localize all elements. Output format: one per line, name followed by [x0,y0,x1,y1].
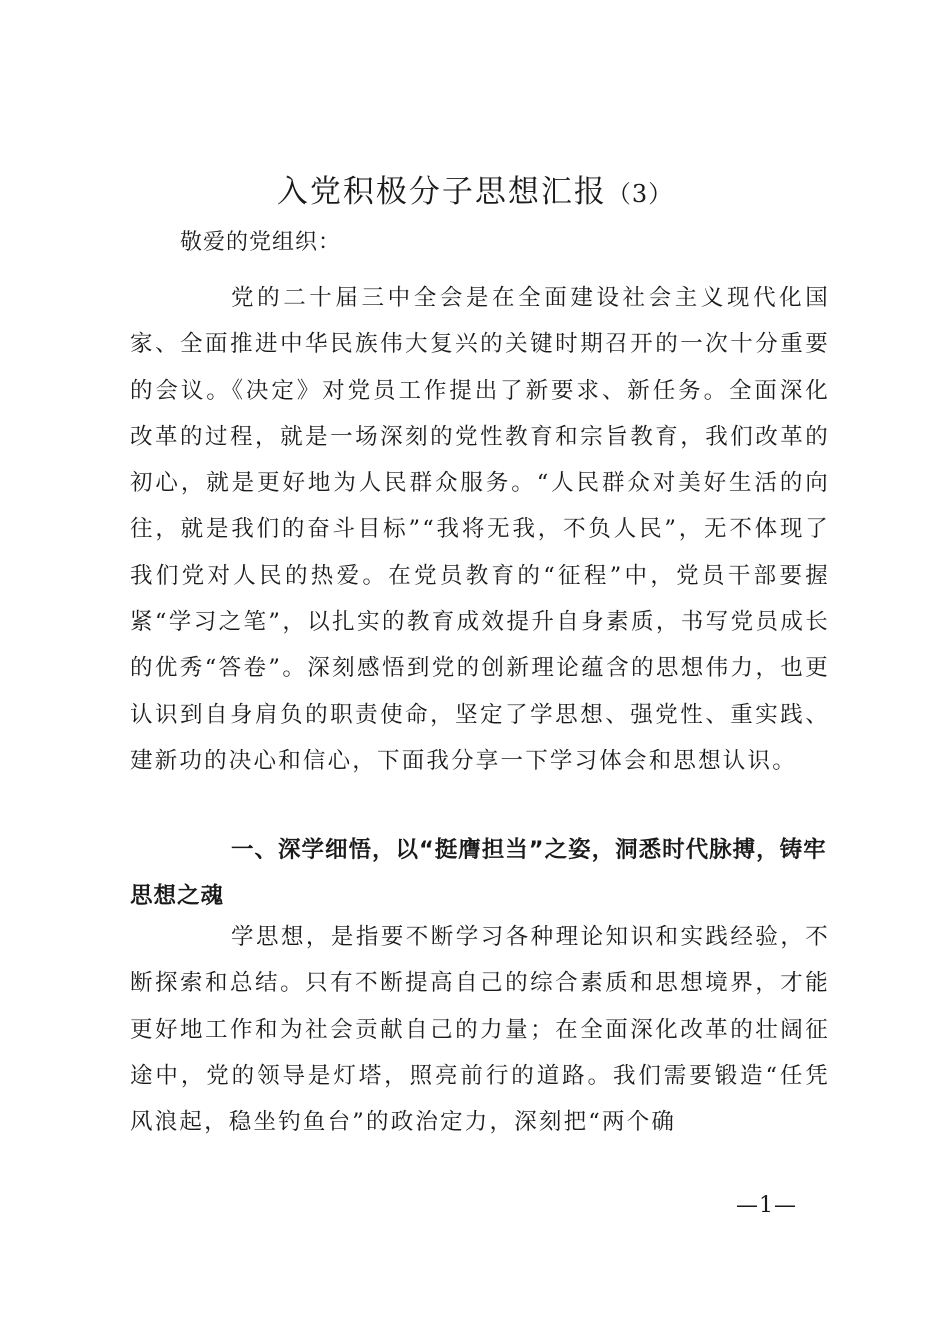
section-heading-1: 一、深学细悟，以“挺膺担当”之姿，洞悉时代脉搏，铸牢思想之魂 [130,837,827,909]
title-text: 入党积极分子思想汇报 [276,174,607,210]
salutation: 敬爱的党组织： [180,230,342,255]
paragraph-section-1: 学思想，是指要不断学习各种理论知识和实践经验，不断探索和总结。只有不断提高自己的综合素质和思想境界，才能更好地工作和为社会贡献自己的力量；在全面深化改革的壮阔征途中，党的领导是灯塔，照亮前行的道路。我们需要锻造“任凭风浪起，稳坐钓鱼台”的政治定力，深刻把“两个确 [130,924,830,1136]
page-number: —1— [736,1193,797,1218]
title-number: （3） [606,180,674,208]
document-title [0,172,950,214]
paragraph-intro: 党的二十届三中全会是在全面建设社会主义现代化国家、全面推进中华民族伟大复兴的关键时期召开的一次十分重要的会议。《决定》对党员工作提出了新要求、新任务。全面深化改革的过程，就是一场深刻的党性教育和宗旨教育，我们改革的初心，就是更好地为人民群众服务。“人民群众对美好生活的向往，就是我们的奋斗目标”“我将无我，不负人民”，无不体现了我们党对人民的热爱。在党员教育的“征程”中，党员干部要握紧“学习之笔”，以扎实的教育成效提升自身素质，书写党员成长的优秀“答卷”。深刻感悟到党的创新理论蕴含的思想伟力，也更认识到自身肩负的职责使命，坚定了学思想、强党性、重实践、建新功的决心和信心，下面我分享一下学习体会和思想认识。 [130,285,830,774]
